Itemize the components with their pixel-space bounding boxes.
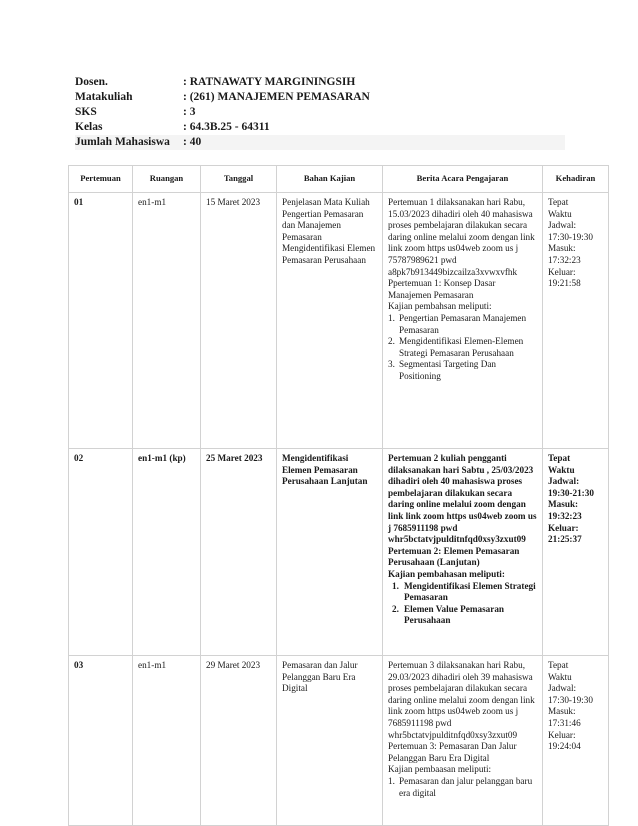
list-item: 2. Mengidentifikasi Elemen-Elemen Strategi Pemasaran Perusahaan: [388, 336, 524, 358]
column-header-kehadiran: Kehadiran: [543, 166, 609, 193]
column-header-berita-acara: Berita Acara Pengajaran: [383, 166, 543, 193]
cell-bahan-kajian: Pemasaran dan Jalur Pelanggan Baru Era Digital: [277, 656, 383, 826]
column-header-bahan-kajian: Bahan Kajian: [277, 166, 383, 193]
cell-pertemuan: 02: [69, 449, 133, 656]
kehadiran-line: Masuk:: [548, 499, 579, 510]
cell-kehadiran: [543, 656, 609, 826]
kehadiran-line: Tepat: [548, 660, 569, 670]
list-item: 1. Pengertian Pemasaran Manajemen Pemasaran: [388, 312, 527, 335]
kehadiran-line: 19:30-21:30: [548, 487, 594, 498]
kajian-list: [388, 313, 537, 383]
header-row-jumlah-mahasiswa: [75, 135, 565, 150]
table-row: [69, 193, 609, 449]
kehadiran-line: Keluar:: [548, 729, 576, 740]
berita-text: Pertemuan 2 kuliah pengganti dilaksanakan hari Sabtu , 25/03/2023 dihadiri oleh 40 mahasiswa proses pembelajaran dilakukan secara daring online melalui zoom dengan link link zoom https us04web zoom us j 7685911198 pwd whr5bctatvjpulditnfqd0xsy3zxut09 Pertemuan 2: Elemen Pemasaran Perusahaan (Lanjutan): [388, 453, 537, 568]
kehadiran-line: Keluar:: [548, 266, 576, 277]
header-row-kelas: [75, 120, 565, 135]
kehadiran-line: 19:24:04: [548, 741, 581, 752]
cell-pertemuan: 03: [69, 656, 133, 826]
kehadiran-line: Waktu: [548, 671, 572, 682]
kehadiran-line: Waktu: [548, 208, 572, 219]
table-row: [69, 656, 609, 826]
header-value: : 3: [183, 106, 196, 118]
kehadiran-line: Masuk:: [548, 243, 576, 254]
header-value: : 64.3B.25 - 64311: [183, 121, 270, 133]
kehadiran-line: 17:31:46: [548, 717, 581, 728]
header-row-dosen: [75, 75, 565, 90]
header-value: : 40: [183, 136, 202, 148]
list-item: 3. Segmentasi Targeting Dan Positioning: [388, 359, 496, 381]
kajian-list: [388, 776, 537, 799]
cell-bahan-kajian: Penjelasan Mata Kuliah Pengertian Pemasaran dan Manajemen Pemasaran Mengidentifikasi Elemen Pemasaran Perusahaan: [277, 193, 383, 449]
kajian-label: Kajian pembaasan meliputi:: [388, 764, 492, 775]
column-header-ruangan: Ruangan: [133, 166, 201, 193]
kehadiran-line: 21:25:37: [548, 534, 582, 545]
kehadiran-line: Waktu: [548, 464, 575, 475]
list-item: 1. Mengidentifikasi Elemen Strategi Pemasaran: [392, 580, 536, 603]
cell-kehadiran: [543, 449, 609, 656]
kehadiran-line: Keluar:: [548, 522, 579, 533]
course-header: [75, 75, 565, 150]
header-value: : (261) MANAJEMEN PEMASARAN: [183, 91, 370, 103]
header-value: : RATNAWATY MARGININGSIH: [183, 76, 356, 88]
kehadiran-line: 17:30-19:30: [548, 694, 593, 705]
cell-tanggal: 29 Maret 2023: [201, 656, 277, 826]
list-item: 2. Elemen Value Pemasaran Perusahaan: [392, 603, 505, 626]
header-label: Matakuliah: [75, 91, 133, 103]
column-header-pertemuan: Pertemuan: [69, 166, 133, 193]
cell-ruangan: en1-m1: [133, 656, 201, 826]
kehadiran-line: Jadwal:: [548, 683, 577, 694]
cell-berita-acara: [383, 449, 543, 656]
header-row-sks: [75, 105, 565, 120]
header-label: Kelas: [75, 121, 103, 133]
berita-text: Pertemuan 3 dilaksanakan hari Rabu, 29.03/2023 dihadiri oleh 39 mahasiswa proses pembelajaran dilakukan secara daring online melalui zoom dengan link link zoom https us04web zoom us j 7685911198 pwd whr5bctatvjpulditnfqd0xsy3zxut09 Pertemuan 3: Pemasaran Dan Jalur Pelanggan Baru Era Digital: [388, 660, 535, 763]
table-header-row: [69, 166, 609, 193]
attendance-table: [68, 165, 609, 826]
kehadiran-line: 17:30-19:30: [548, 231, 593, 242]
cell-berita-acara: [383, 193, 543, 449]
kehadiran-line: 17:32:23: [548, 254, 581, 265]
header-label: Jumlah Mahasiswa: [75, 136, 170, 148]
cell-kehadiran: [543, 193, 609, 449]
kehadiran-line: Tepat: [548, 453, 571, 463]
kehadiran-line: 19:32:23: [548, 510, 582, 521]
header-label: Dosen.: [75, 76, 108, 88]
kajian-label: Kajian pembahsan meliputi:: [388, 301, 492, 312]
berita-text: Pertemuan 1 dilaksanakan hari Rabu, 15.03/2023 dihadiri oleh 40 mahasiswa proses pembelajaran dilakukan secara daring online melalui zoom dengan link link zoom https us04web zoom us j 75787989621 pwd a8pk7b913449bizcailza3xvwxvfhk Ppertemuan 1: Konsep Dasar Manajemen Pemasaran: [388, 197, 535, 300]
header-label: SKS: [75, 106, 97, 118]
kehadiran-line: Jadwal:: [548, 220, 577, 231]
table-row: [69, 449, 609, 656]
cell-ruangan: en1-m1: [133, 193, 201, 449]
cell-bahan-kajian: Mengidentifikasi Elemen Pemasaran Perusahaan Lanjutan: [277, 449, 383, 656]
column-header-tanggal: Tanggal: [201, 166, 277, 193]
kajian-label: Kajian pembahasan meliputi:: [388, 568, 505, 579]
kehadiran-line: Jadwal:: [548, 476, 580, 487]
kehadiran-line: Masuk:: [548, 706, 576, 717]
kajian-list: [388, 581, 537, 627]
cell-berita-acara: [383, 656, 543, 826]
cell-tanggal: 15 Maret 2023: [201, 193, 277, 449]
cell-ruangan: en1-m1 (kp): [133, 449, 201, 656]
kehadiran-line: Tepat: [548, 197, 569, 207]
kehadiran-line: 19:21:58: [548, 278, 581, 289]
list-item: 1. Pemasaran dan jalur pelanggan baru era digital: [388, 775, 533, 798]
header-row-matakuliah: [75, 90, 565, 105]
cell-tanggal: 25 Maret 2023: [201, 449, 277, 656]
cell-pertemuan: 01: [69, 193, 133, 449]
